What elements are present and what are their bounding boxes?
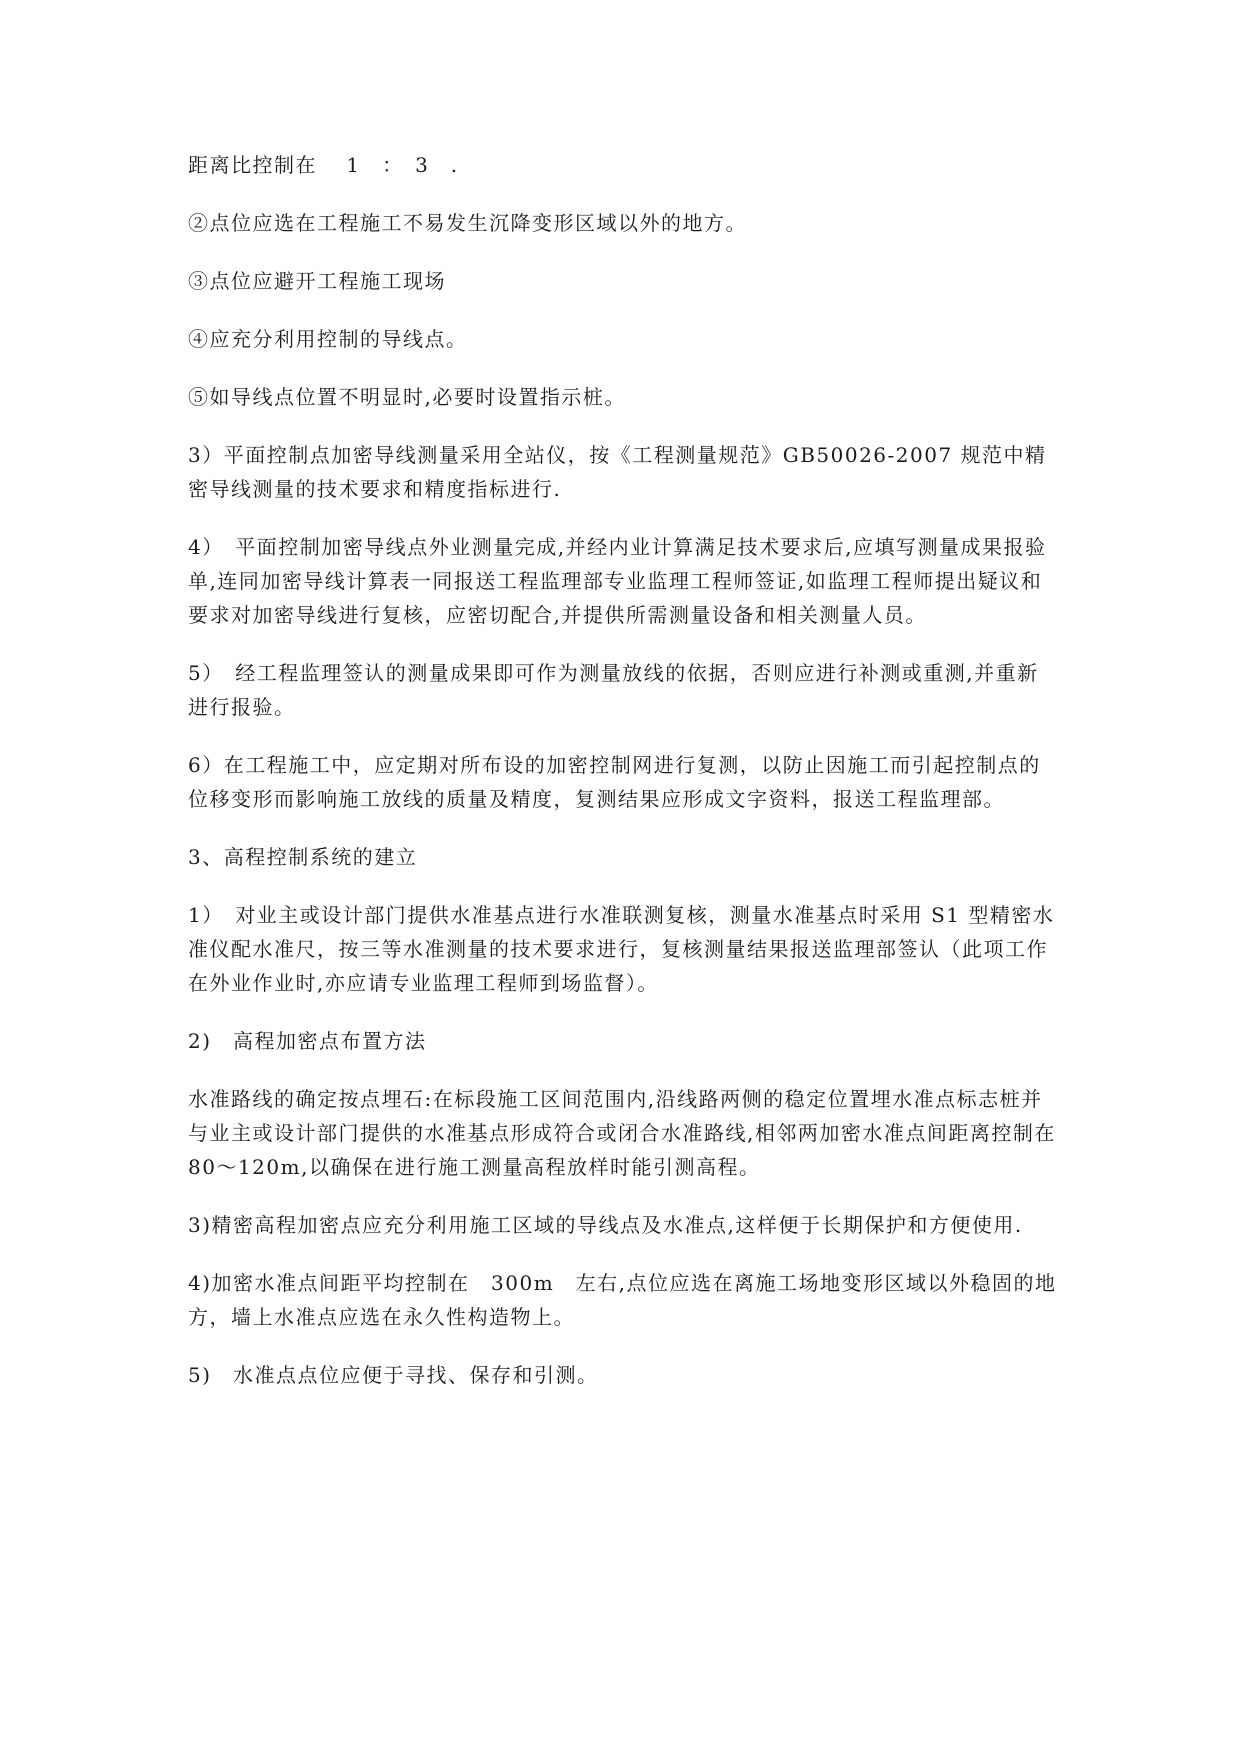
paragraph-item-4: ④应充分利用控制的导线点。 <box>188 327 468 351</box>
document-body <box>188 148 1064 1392</box>
section-heading-elevation: 3、高程控制系统的建立 <box>188 845 418 869</box>
paragraph-ratio: 距离比控制在 1 ： 3 . <box>188 153 459 177</box>
paragraph-elevation-4: 4)加密水准点间距平均控制在 300m 左右,点位应选在离施工场地变形区域以外稳固的地方，墙上水准点应选在永久性构造物上。 <box>188 1271 1057 1329</box>
paragraph-elevation-3: 3)精密高程加密点应充分利用施工区域的导线点及水准点,这样便于长期保护和方便使用. <box>188 1213 1023 1237</box>
paragraph-elevation-1: 1） 对业主或设计部门提供水准基点进行水准联测复核，测量水准基点时采用 S1 型精密水准仪配水准尺，按三等水准测量的技术要求进行，复核测量结果报送监理部签认（此项工作在外业作业时,亦应请专业监理工程师到场监督）。 <box>188 903 1055 995</box>
paragraph-item-2: ②点位应选在工程施工不易发生沉降变形区域以外的地方。 <box>188 211 747 235</box>
paragraph-plane-control-5: 5） 经工程监理签认的测量成果即可作为测量放线的依据，否则应进行补测或重测,并重新进行报验。 <box>188 661 1039 719</box>
paragraph-plane-control-3: 3）平面控制点加密导线测量采用全站仪，按《工程测量规范》GB50026-2007 规范中精密导线测量的技术要求和精度指标进行. <box>188 443 1047 501</box>
paragraph-leveling-route: 水准路线的确定按点埋石:在标段施工区间范围内,沿线路两侧的稳定位置埋水准点标志桩并与业主或设计部门提供的水准基点形成符合或闭合水准路线,相邻两加密水准点间距离控制在 80～120m,以确保在进行施工测量高程放样时能引测高程。 <box>188 1087 1064 1179</box>
paragraph-item-3: ③点位应避开工程施工现场 <box>188 269 446 293</box>
paragraph-item-5: ⑤如导线点位置不明显时,必要时设置指示桩。 <box>188 385 626 409</box>
paragraph-plane-control-6: 6）在工程施工中，应定期对所布设的加密控制网进行复测，以防止因施工而引起控制点的位移变形而影响施工放线的质量及精度，复测结果应形成文字资料，报送工程监理部。 <box>188 753 1041 811</box>
paragraph-elevation-2: 2) 高程加密点布置方法 <box>188 1029 427 1053</box>
paragraph-elevation-5: 5) 水准点点位应便于寻找、保存和引测。 <box>188 1363 599 1387</box>
paragraph-plane-control-4: 4） 平面控制加密导线点外业测量完成,并经内业计算满足技术要求后,应填写测量成果报验单,连同加密导线计算表一同报送工程监理部专业监理工程师签证,如监理工程师提出疑议和要求对加密导线进行复核，应密切配合,并提供所需测量设备和相关测量人员。 <box>188 535 1047 627</box>
